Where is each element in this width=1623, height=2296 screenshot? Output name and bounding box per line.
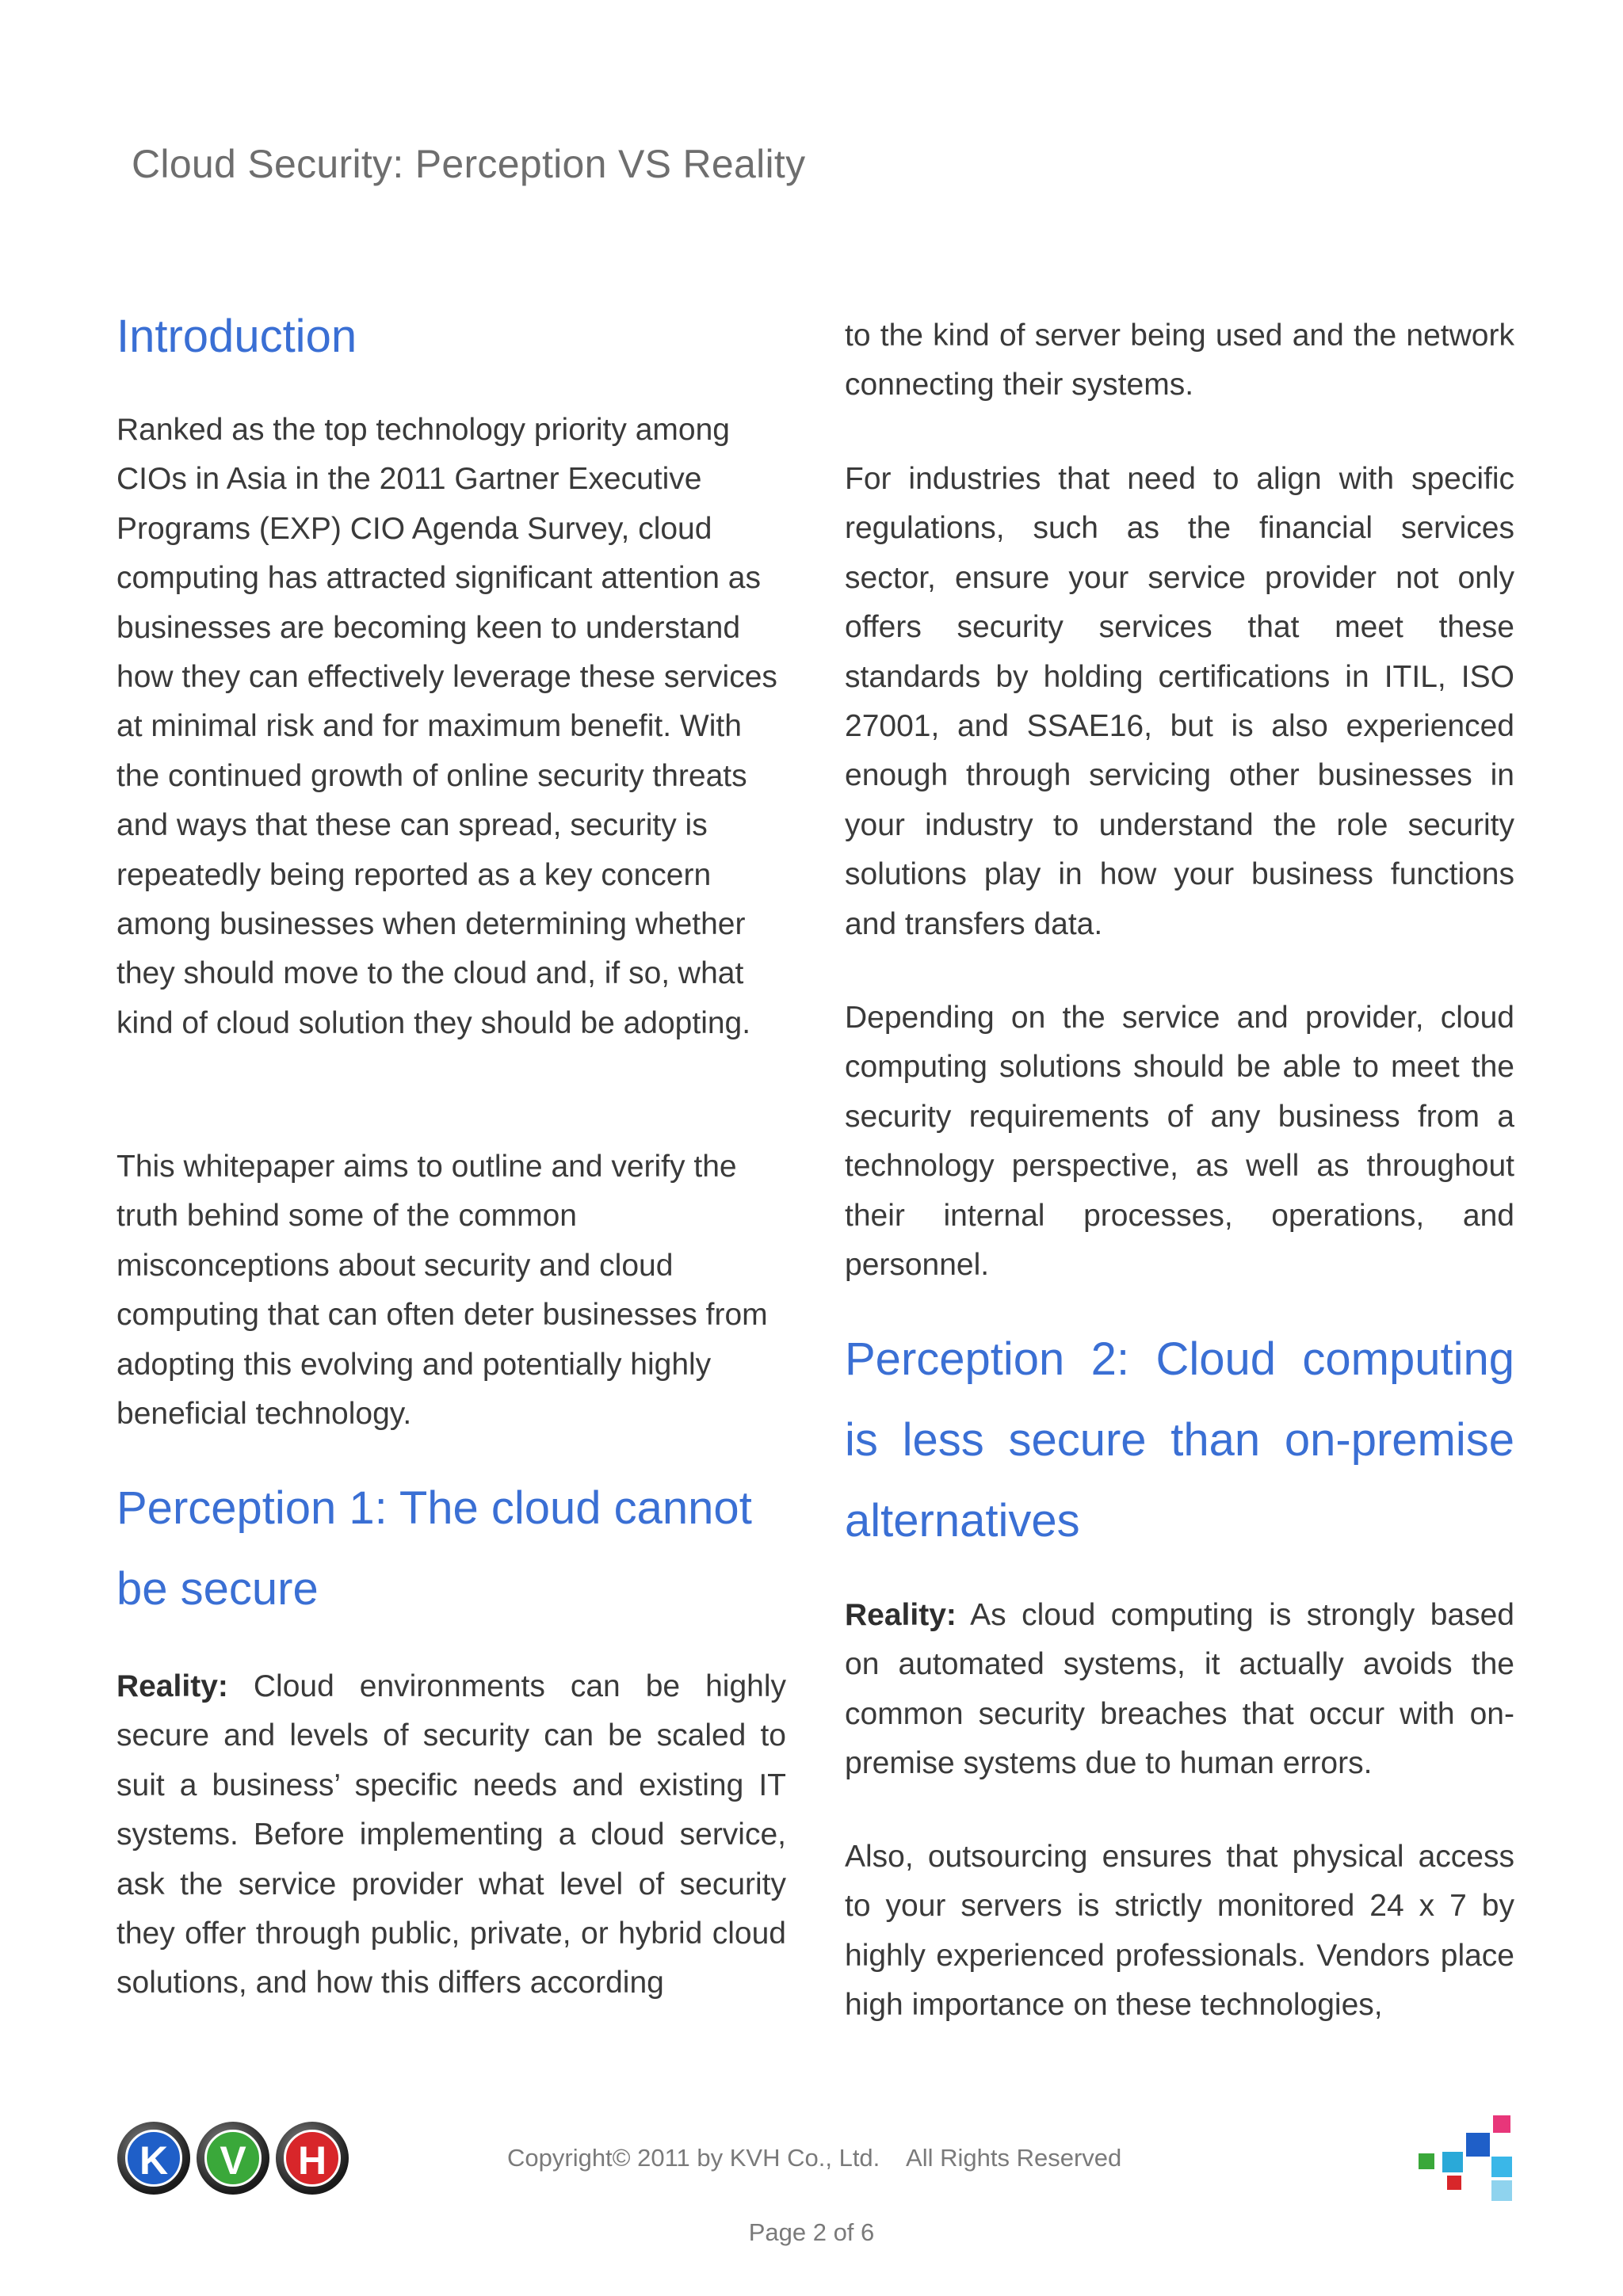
perception-1-paragraph-2: For industries that need to align with specific regulations, such as the financial services sector, ensure your service provider not only offers security services that meet these standards by holding certifications in ITIL, ISO 27001, and SSAE16, but is also experienced enough through servicing other businesses in your industry to understand the role security solutions play in how your business functions and transfers data. <box>845 462 1514 941</box>
perception-1-reality-paragraph <box>116 1662 786 2008</box>
reality-text: Cloud environments can be highly secure and levels of security can be scaled to suit a business’ specific needs and existing IT systems. Before implementing a cloud service, ask the service provider what level of security they offer through public, private, or hybrid cloud solutions, and how this differs according <box>116 1669 786 2000</box>
reality-label: Reality: <box>116 1669 228 1703</box>
logo-letter-v: V <box>204 2130 262 2187</box>
logo-circle-h <box>276 2122 349 2195</box>
perception-1-continued-paragraph: to the kind of server being used and the network connecting their systems. <box>845 318 1514 402</box>
reality-label: Reality: <box>845 1598 957 1632</box>
logo-circle-v <box>197 2122 269 2195</box>
decorative-squares-icon <box>1419 2115 1514 2203</box>
copyright-notice: Copyright© 2011 by KVH Co., Ltd. All Rights Reserved <box>507 2144 1122 2172</box>
logo-letter-k: K <box>125 2130 182 2187</box>
perception-1-paragraph-3: Depending on the service and provider, cloud computing solutions should be able to meet the security requirements of any business from a technology perspective, as well as throughout their internal processes, operations, and personnel. <box>845 1001 1514 1283</box>
introduction-paragraph-2: This whitepaper aims to outline and verify the truth behind some of the common misconceptions about security and cloud computing that can often deter businesses from adopting this evolving and potentially highly beneficial technology. <box>116 1150 768 1432</box>
kvh-logo <box>117 2122 352 2201</box>
perception-1-heading: Perception 1: The cloud cannot be secure <box>116 1482 752 1615</box>
perception-2-reality-paragraph <box>845 1591 1514 1789</box>
introduction-heading: Introduction <box>116 311 357 362</box>
perception-2-heading: Perception 2: Cloud computing is less secure than on-premise alternatives <box>845 1333 1514 1547</box>
reality-text: As cloud computing is strongly based on automated systems, it actually avoids the common security breaches that occur with on-premise systems due to human errors. <box>845 1598 1514 1781</box>
page-title: Cloud Security: Perception VS Reality <box>132 142 806 186</box>
introduction-paragraph-1: Ranked as the top technology priority among CIOs in Asia in the 2011 Gartner Executive Programs (EXP) CIO Agenda Survey, cloud computing has attracted significant attention as businesses are becoming keen to understand how they can effectively leverage these services at minimal risk and for maximum benefit. With the continued growth of online security threats and ways that these can spread, security is repeatedly being reported as a key concern among businesses when determining whether they should move to the cloud and, if so, what kind of cloud solution they should be adopting. <box>116 413 777 1040</box>
perception-2-paragraph-2: Also, outsourcing ensures that physical access to your servers is strictly monitored 24 x 7 by highly experienced professionals. Vendors place high importance on these technologies, <box>845 1840 1514 2023</box>
logo-letter-h: H <box>284 2130 341 2187</box>
page-number: Page 2 of 6 <box>748 2218 875 2246</box>
logo-circle-k <box>117 2122 190 2195</box>
